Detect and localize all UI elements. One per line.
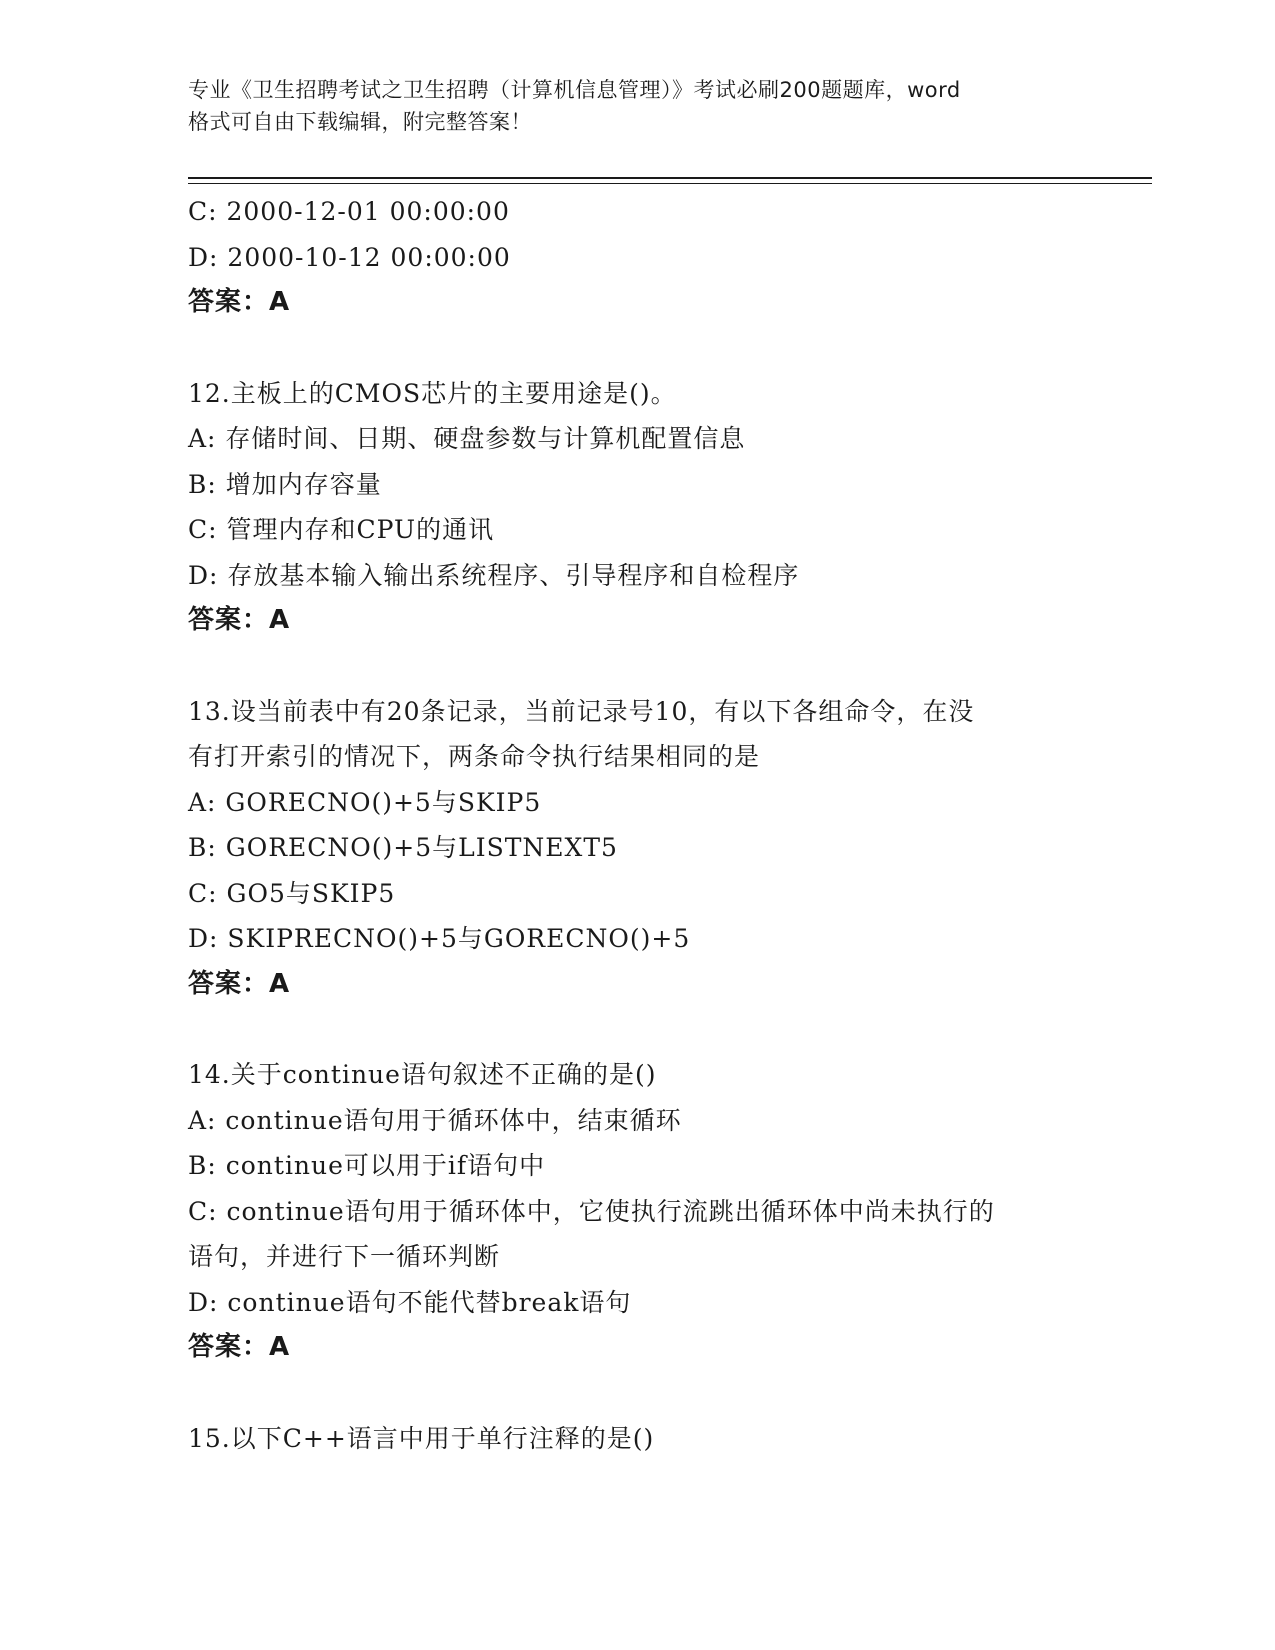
header-divider-thick (188, 177, 1152, 179)
question-stem: 12.主板上的CMOS芯片的主要用途是()。 (188, 378, 677, 408)
spacer (188, 326, 1088, 371)
question-13 (188, 689, 1088, 1008)
spacer (188, 1007, 1088, 1052)
option-c-line-2: 语句，并进行下一循环判断 (188, 1242, 501, 1271)
question-stem-line-2: 有打开索引的情况下，两条命令执行结果相同的是 (188, 742, 761, 771)
option-c: C: GO5与SKIP5 (188, 878, 396, 908)
option-c: C: 2000-12-01 00:00:00 (188, 197, 510, 226)
document-header (188, 74, 1088, 138)
option-b: B: GORECNO()+5与LISTNEXT5 (188, 833, 618, 862)
header-title-line-1: 专业《卫生招聘考试之卫生招聘（计算机信息管理）》考试必刷200题题库，word (188, 78, 961, 102)
header-title-line-2: 格式可自由下载编辑，附完整答案！ (188, 110, 532, 134)
option-a: A: continue语句用于循环体中，结束循环 (188, 1105, 682, 1135)
question-15 (188, 1416, 1088, 1462)
option-d: D: SKIPRECNO()+5与GORECNO()+5 (188, 924, 691, 953)
option-b: B: 增加内存容量 (188, 469, 382, 499)
answer: 答案：A (188, 968, 291, 999)
option-a: A: 存储时间、日期、硬盘参数与计算机配置信息 (188, 424, 746, 453)
answer: 答案：A (188, 605, 291, 635)
option-d: D: 2000-10-12 00:00:00 (188, 242, 511, 272)
option-a: A: GORECNO()+5与SKIP5 (188, 787, 542, 817)
answer: 答案：A (188, 287, 291, 317)
spacer (188, 644, 1088, 689)
header-divider-thin (188, 183, 1152, 184)
option-c-line-1: C: continue语句用于循环体中，它使执行流跳出循环体中尚未执行的 (188, 1196, 995, 1226)
question-stem: 14.关于continue语句叙述不正确的是() (188, 1060, 657, 1089)
option-d: D: continue语句不能代替break语句 (188, 1287, 632, 1317)
question-12 (188, 371, 1088, 644)
question-14 (188, 1052, 1088, 1371)
question-11-continued (188, 189, 1088, 326)
spacer (188, 1371, 1088, 1416)
option-b: B: continue可以用于if语句中 (188, 1151, 546, 1180)
question-stem-line-1: 13.设当前表中有20条记录，当前记录号10，有以下各组命令，在没 (188, 696, 975, 726)
option-c: C: 管理内存和CPU的通讯 (188, 515, 495, 544)
question-stem: 15.以下C++语言中用于单行注释的是() (188, 1423, 655, 1453)
answer: 答案：A (188, 1332, 291, 1362)
option-d: D: 存放基本输入输出系统程序、引导程序和自检程序 (188, 560, 800, 590)
question-content (188, 189, 1088, 1461)
